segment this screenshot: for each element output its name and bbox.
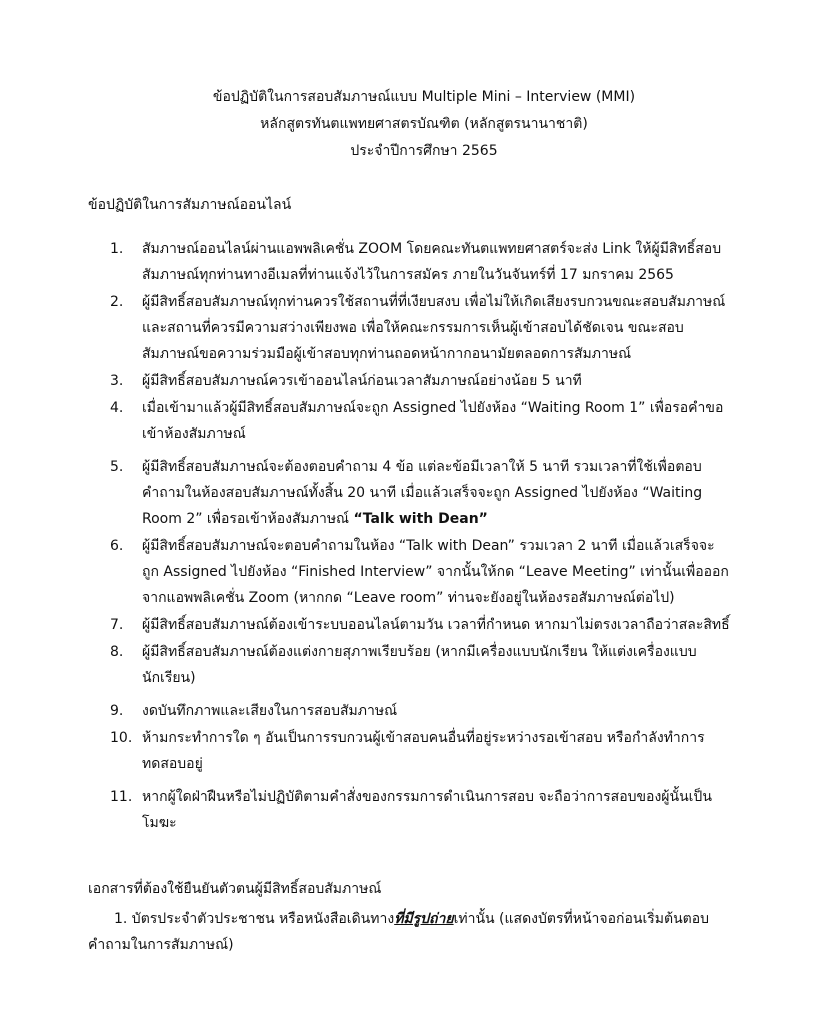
- rule-item: [88, 639, 734, 691]
- talk-with-dean-label: “Talk with Dean”: [353, 511, 488, 527]
- rule-text-line: สัมภาษณ์ออนไลน์ผ่านแอพพลิเคชั่น ZOOM โดยคณะทันตแพทยศาสตร์จะส่ง Link ให้ผู้มีสิทธิ์สอบ: [142, 241, 722, 257]
- doc-text-line: [88, 906, 734, 932]
- rule-text-line: [142, 506, 734, 532]
- rule-text-line: และสถานที่ควรมีความสว่างเพียงพอ เพื่อให้คณะกรรมการเห็นผู้เข้าสอบได้ชัดเจน ขณะสอบ: [142, 320, 684, 336]
- rule-text-line: ห้ามกระทำการใด ๆ อันเป็นการรบกวนผู้เข้าสอบคนอื่นที่อยู่ระหว่างรอเข้าสอบ หรือกำลังทำการ: [142, 730, 705, 746]
- rule-number: 5.: [110, 459, 124, 475]
- rule-text-segment: Room 2” เพื่อรอเข้าห้องสัมภาษณ์: [142, 511, 350, 527]
- rule-text-line: นักเรียน): [142, 670, 196, 686]
- rule-text-line: สัมภาษณ์ขอความร่วมมือผู้เข้าสอบทุกท่านถอดหน้ากากอนามัยตลอดการสัมภาษณ์: [142, 346, 632, 362]
- rule-text-line: สัมภาษณ์ทุกท่านทางอีเมลที่ท่านแจ้งไว้ในการสมัคร ภายในวันจันทร์ที่ 17 มกราคม 2565: [142, 267, 674, 283]
- rule-number: 7.: [110, 617, 124, 633]
- doc-text-suffix: เท่านั้น (แสดงบัตรที่หน้าจอก่อนเริ่มต้นตอบ: [453, 911, 710, 927]
- online-rules-heading: ข้อปฏิบัติในการสัมภาษณ์ออนไลน์: [88, 197, 292, 213]
- rule-number: 4.: [110, 400, 124, 416]
- rule-text-line: งดบันทึกภาพและเสียงในการสอบสัมภาษณ์: [142, 703, 398, 719]
- rule-item: [88, 395, 734, 447]
- rule-item: [88, 289, 734, 367]
- rule-text-line: คำถามในห้องสอบสัมภาษณ์ทั้งสิ้น 20 นาที เมื่อแล้วเสร็จจะถูก Assigned ไปยังห้อง “Waiting: [142, 485, 703, 501]
- rule-text-line: จากแอพพลิเคชั่น Zoom (หากกด “Leave room” ท่านจะยังอยู่ในห้องรอสัมภาษณ์ต่อไป): [142, 590, 675, 606]
- header-year: ประจำปีการศึกษา 2565: [350, 143, 498, 159]
- rule-text-line: เมื่อเข้ามาแล้วผู้มีสิทธิ์สอบสัมภาษณ์จะถูก Assigned ไปยังห้อง “Waiting Room 1” เพื่อรอคำขอ: [142, 400, 724, 416]
- rule-text-line: ผู้มีสิทธิ์สอบสัมภาษณ์จะต้องตอบคำถาม 4 ข้อ แต่ละข้อมีเวลาให้ 5 นาที รวมเวลาที่ใช้เพื่อตอบ: [142, 459, 702, 475]
- rule-text-line: หากผู้ใดฝ่าฝืนหรือไม่ปฏิบัติตามคำสั่งของกรรมการดำเนินการสอบ จะถือว่าการสอบของผู้นั้นเป็น: [142, 789, 712, 805]
- rule-text-line: ทดสอบอยู่: [142, 756, 203, 772]
- doc-text-prefix: 1. บัตรประจำตัวประชาชน หรือหนังสือเดินทาง: [114, 911, 395, 927]
- rule-number: 10.: [110, 730, 133, 746]
- rule-text-line: ผู้มีสิทธิ์สอบสัมภาษณ์จะตอบคำถามในห้อง “Talk with Dean” รวมเวลา 2 นาที เมื่อแล้วเสร็จจะ: [142, 538, 715, 554]
- rule-number: 1.: [110, 241, 124, 257]
- rule-number: 8.: [110, 644, 124, 660]
- rule-number: 2.: [110, 294, 124, 310]
- rule-text-line: ผู้มีสิทธิ์สอบสัมภาษณ์ทุกท่านควรใช้สถานที่ที่เงียบสงบ เพื่อไม่ให้เกิดเสียงรบกวนขณะสอบสัมภาษณ์: [142, 294, 726, 310]
- rule-text-line: เข้าห้องสัมภาษณ์: [142, 426, 246, 442]
- rule-item: [88, 784, 734, 836]
- rule-item: [88, 612, 734, 638]
- rule-number: 9.: [110, 703, 124, 719]
- photo-required-emphasis: ที่มีรูปถ่าย: [394, 911, 454, 927]
- rule-text-line: โมฆะ: [142, 815, 177, 831]
- rule-number: 3.: [110, 373, 124, 389]
- rule-number: 6.: [110, 538, 124, 554]
- header-title: ข้อปฏิบัติในการสอบสัมภาษณ์แบบ Multiple Mini – Interview (MMI): [212, 89, 636, 105]
- header-program: หลักสูตรทันตแพทยศาสตรบัณฑิต (หลักสูตรนานาชาติ): [260, 116, 588, 132]
- rule-text-line: ผู้มีสิทธิ์สอบสัมภาษณ์ควรเข้าออนไลน์ก่อนเวลาสัมภาษณ์อย่างน้อย 5 นาที: [142, 373, 582, 389]
- rule-text-line: ผู้มีสิทธิ์สอบสัมภาษณ์ต้องแต่งกายสุภาพเรียบร้อย (หากมีเครื่องแบบนักเรียน ให้แต่งเครื่องแบบ: [142, 644, 697, 660]
- document-header: [114, 84, 734, 165]
- rule-item: [88, 368, 734, 394]
- identity-documents-section: [88, 876, 734, 958]
- doc-text-line: คำถามในการสัมภาษณ์): [88, 937, 234, 953]
- identity-document-item: [88, 906, 734, 958]
- rule-item: [88, 725, 734, 777]
- online-rules-list: [88, 236, 734, 836]
- rule-item: [88, 236, 734, 288]
- rule-text-line: ผู้มีสิทธิ์สอบสัมภาษณ์ต้องเข้าระบบออนไลน์ตามวัน เวลาที่กำหนด หากมาไม่ตรงเวลาถือว่าสละสิทธิ์: [142, 617, 730, 633]
- rule-number: 11.: [110, 789, 133, 805]
- rule-item: [88, 454, 734, 532]
- rule-item: [88, 533, 734, 611]
- rule-item: [88, 698, 734, 724]
- identity-documents-heading: เอกสารที่ต้องใช้ยืนยันตัวตนผู้มีสิทธิ์สอบสัมภาษณ์: [88, 881, 382, 897]
- rule-text-line: ถูก Assigned ไปยังห้อง “Finished Interview” จากนั้นให้กด “Leave Meeting” เท่านั้นเพื่อออก: [142, 564, 729, 580]
